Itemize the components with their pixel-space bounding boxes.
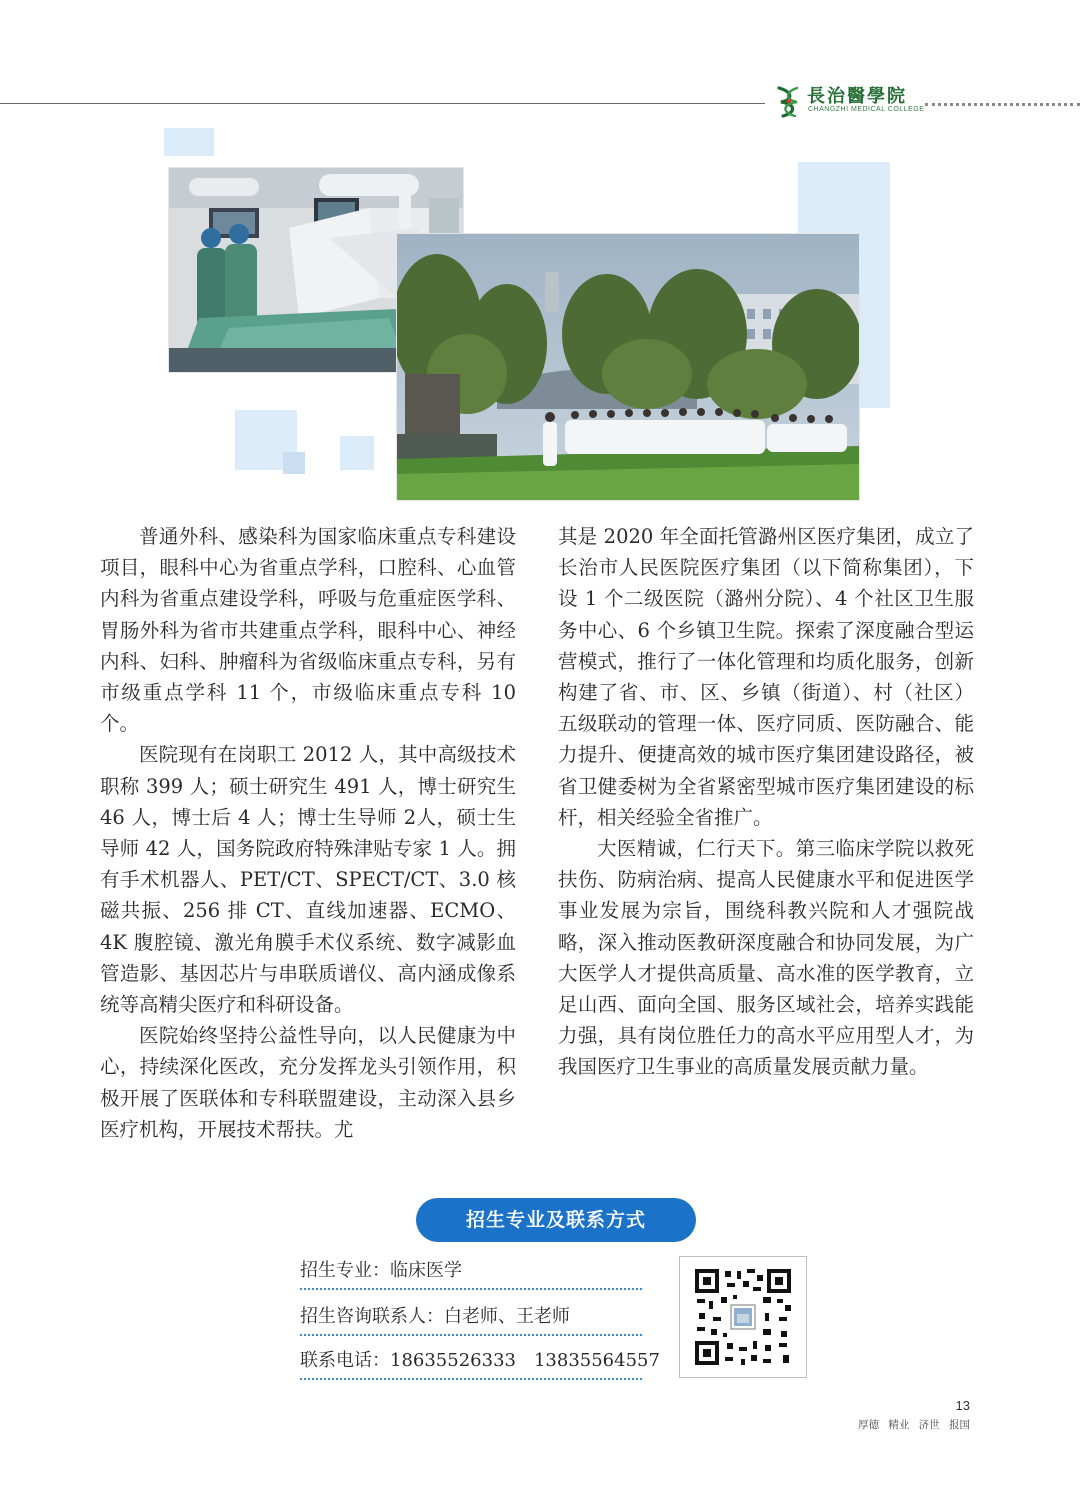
contact-section-heading: 招生专业及联系方式: [416, 1198, 696, 1242]
header-dotted-rule: [925, 103, 1080, 106]
header-rule: [0, 103, 765, 104]
contact-person: 招生咨询联系人：白老师、王老师: [300, 1304, 642, 1336]
body-paragraph: 医院现有在岗职工 2012 人，其中高级技术职称 399 人；硕士研究生 491 人，博士研究生 46 人，博士后 4 人；博士生导师 2人，硕士生导师 42 人，国务院政府特殊津贴专家 1 人。拥有手术机器人、PET/CT、SPECT/CT、3.0 核磁共振、256 排 CT、直线加速器、ECMO、4K 腹腔镜、激光角膜手术仪系统、数字减影血管造影、基因芯片与串联质谱仪、高内涵成像系统等高精尖医疗和科研设备。: [100, 743, 516, 1017]
college-logo: [775, 82, 925, 122]
decor-square: [283, 452, 305, 474]
college-motto: 厚德 精业 济世 报国: [857, 1419, 970, 1431]
decor-square: [340, 436, 374, 470]
staff-ceremony-photo: [396, 233, 860, 501]
decor-square: [164, 128, 214, 156]
logo-english-name: CHANGZHI MEDICAL COLLEGE: [808, 106, 925, 113]
contact-phone: 联系电话：18635526333 13835564557: [300, 1348, 642, 1380]
enrollment-major: 招生专业：临床医学: [300, 1258, 642, 1290]
body-paragraph: 其是 2020 年全面托管潞州区医疗集团，成立了长治市人民医院医疗集团（以下简称集团），下设 1 个二级医院（潞州分院）、4 个社区卫生服务中心、6 个乡镇卫生院。探索了深度融合型运营模式，推行了一体化管理和均质化服务，创新构建了省、市、区、乡镇（街道）、村（社区）五级联动的管理一体、医疗同质、医防融合、能力提升、便捷高效的城市医疗集团建设路径，被省卫健委树为全省紧密型城市医疗集团建设的标杆，相关经验全省推广。: [558, 525, 974, 829]
left-text-column: [100, 521, 516, 1145]
body-paragraph: 医院始终坚持公益性导向，以人民健康为中心，持续深化医改，充分发挥龙头引领作用，积极开展了医联体和专科联盟建设，主动深入县乡医疗机构，开展技术帮扶。尤: [100, 1024, 516, 1141]
page-number: 13: [955, 1398, 970, 1413]
qr-code: [679, 1256, 807, 1378]
body-paragraph: 大医精诚，仁行天下。第三临床学院以救死扶伤、防病治病、提高人民健康水平和促进医学事业发展为宗旨，围绕科教兴院和人才强院战略，深入推动医教研深度融合和协同发展，为广大医学人才提供高质量、高水准的医学教育，立足山西、面向全国、服务区域社会，培养实践能力强，具有岗位胜任力的高水平应用型人才，为我国医疗卫生事业的高质量发展贡献力量。: [558, 837, 974, 1079]
body-paragraph: 普通外科、感染科为国家临床重点专科建设项目，眼科中心为省重点学科，口腔科、心血管内科为省重点建设学科，呼吸与危重症医学科、胃肠外科为省市共建重点学科，眼科中心、神经内科、妇科、肿瘤科为省级临床重点专科，另有市级重点学科 11 个，市级临床重点专科 10 个。: [100, 525, 516, 736]
right-text-column: [558, 521, 974, 1083]
logo-chinese-name: 長治醫學院: [807, 86, 907, 107]
college-emblem-icon: [775, 84, 803, 118]
